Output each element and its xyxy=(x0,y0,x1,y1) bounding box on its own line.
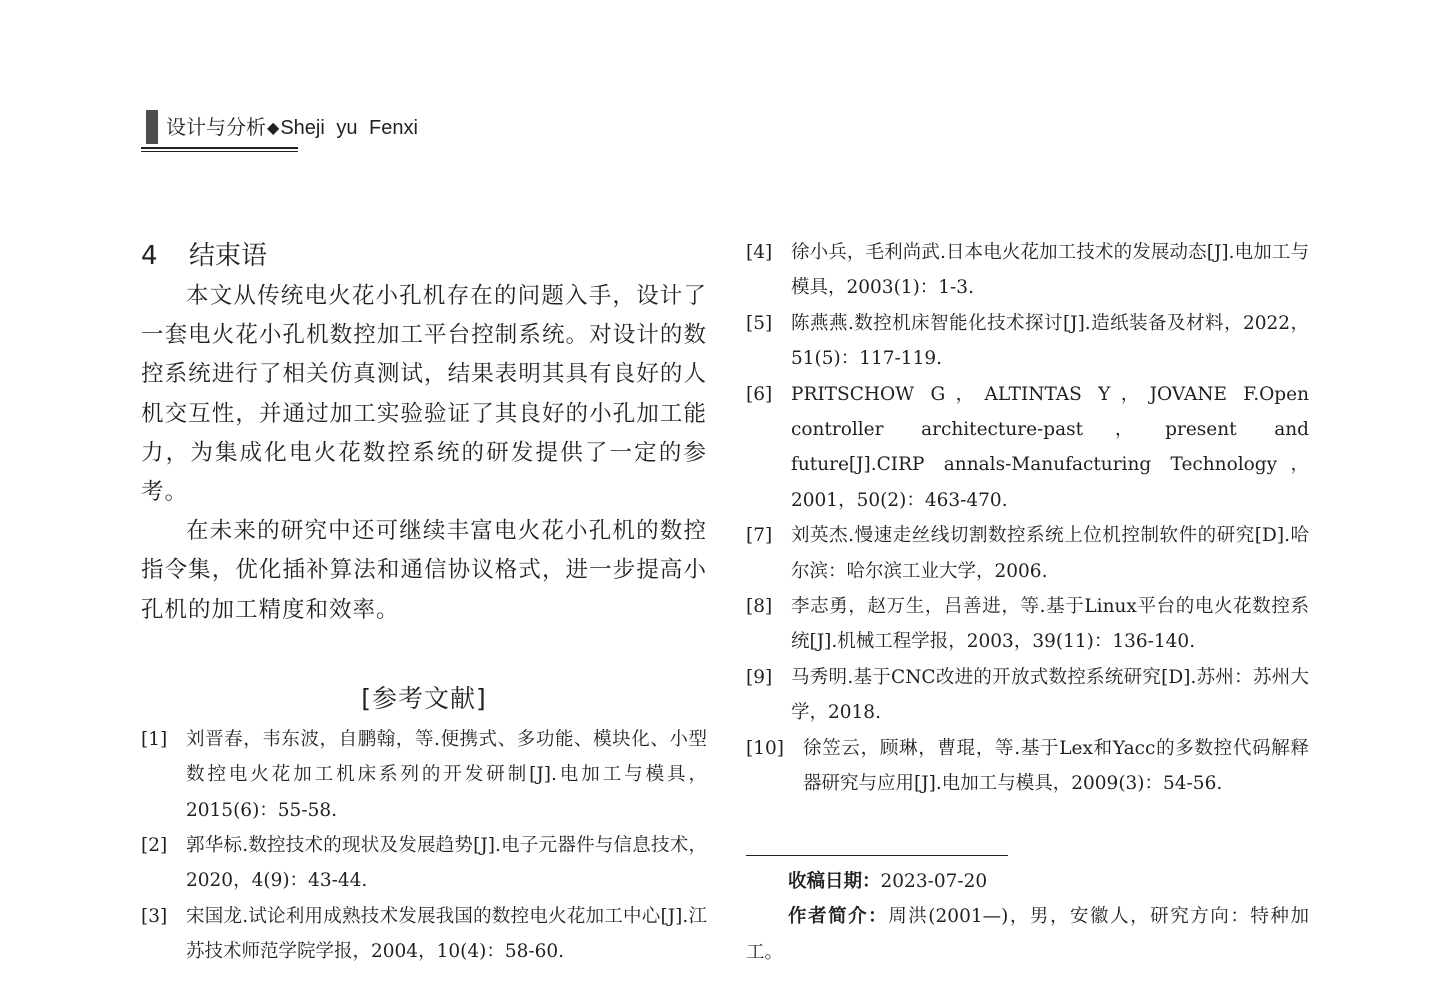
header-text xyxy=(166,114,418,142)
conclusion-heading xyxy=(141,237,707,277)
header-section-cn: 设计与分析 xyxy=(166,115,266,139)
reference-item xyxy=(746,589,1309,660)
reference-number: [1] xyxy=(141,728,168,750)
diamond-icon: ◆ xyxy=(267,118,280,137)
reference-item xyxy=(141,722,707,828)
reference-text: 李志勇，赵万生，吕善进，等.基于Linux平台的电火花数控系统[J].机械工程学报，2003，39(11)：136-140. xyxy=(791,596,1309,653)
reference-item xyxy=(141,828,707,899)
reference-list-left xyxy=(141,722,707,970)
reference-item xyxy=(746,235,1309,306)
reference-text: 刘晋春，韦东波，自鹏翰，等.便携式、多功能、模块化、小型数控电火花加工机床系列的开发研制[J].电加工与模具，2015(6)：55-58. xyxy=(186,728,707,821)
reference-text: 刘英杰.慢速走丝线切割数控系统上位机控制软件的研究[D].哈尔滨：哈尔滨工业大学，2006. xyxy=(791,525,1309,582)
reference-text: 宋国龙.试论利用成熟技术发展我国的数控电火花加工中心[J].江苏技术师范学院学报，2004，10(4)：58-60. xyxy=(186,905,707,963)
received-date: 2023-07-20 xyxy=(880,871,988,892)
author-bio-line xyxy=(746,899,1309,970)
reference-item xyxy=(141,899,707,970)
reference-item xyxy=(746,731,1309,802)
reference-text: 徐笠云，顾琳，曹琨，等.基于Lex和Yacc的多数控代码解释器研究与应用[J].电加工与模具，2009(3)：54-56. xyxy=(803,737,1309,795)
reference-number: [8] xyxy=(746,596,773,618)
reference-number: [7] xyxy=(746,525,773,547)
reference-item xyxy=(746,518,1309,589)
received-date-line xyxy=(746,864,1309,899)
author-bio: 周洪(2001—)，男，安徽人，研究方向：特种加工。 xyxy=(746,906,1309,963)
reference-number: [6] xyxy=(746,383,773,405)
reference-number: [4] xyxy=(746,242,773,263)
conclusion-paragraph: 在未来的研究中还可继续丰富电火花小孔机的数控指令集，优化插补算法和通信协议格式，进一步提高小孔机的加工精度和效率。 xyxy=(141,518,707,623)
reference-item xyxy=(746,377,1309,519)
reference-text: 马秀明.基于CNC改进的开放式数控系统研究[D].苏州：苏州大学，2018. xyxy=(791,666,1309,724)
conclusion-paragraph: 本文从传统电火花小孔机存在的问题入手，设计了一套电火花小孔机数控加工平台控制系统。对设计的数控系统进行了相关仿真测试，结果表明其具有良好的人机交互性，并通过加工实验验证了其良好的小孔加工能力，为集成化电火花数控系统的研发提供了一定的参考。 xyxy=(141,283,707,506)
right-column xyxy=(746,235,1309,802)
reference-number: [3] xyxy=(141,905,168,927)
reference-number: [2] xyxy=(141,835,168,857)
reference-text: PRITSCHOW G，ALTINTAS Y，JOVANE F.Open controller architecture-past，present and future[J].CIRP annals-Manufacturing Technology，2001，50(2)：463-470. xyxy=(791,383,1309,511)
reference-item xyxy=(746,306,1309,377)
reference-list-right xyxy=(746,235,1309,802)
reference-text: 陈燕燕.数控机床智能化技术探讨[J].造纸装备及材料，2022，51(5)：117-119. xyxy=(791,312,1309,370)
footnote-rule xyxy=(746,855,1008,856)
section-title: 结束语 xyxy=(189,241,268,271)
reference-number: [5] xyxy=(746,312,773,334)
footnote xyxy=(746,864,1309,970)
reference-text: 郭华标.数控技术的现状及发展趋势[J].电子元器件与信息技术，2020，4(9)：43-44. xyxy=(186,835,707,892)
section-number: 4 xyxy=(141,241,158,271)
header-rule-thin xyxy=(141,151,298,152)
reference-number: [10] xyxy=(746,737,784,759)
header-section-en: Sheji yu Fenxi xyxy=(280,117,418,139)
header-bar-mark xyxy=(146,110,158,144)
received-label: 收稿日期： xyxy=(788,871,881,892)
reference-number: [9] xyxy=(746,666,773,688)
references-heading: [参考文献] xyxy=(361,683,487,713)
header-rule xyxy=(141,147,298,149)
left-column xyxy=(141,237,707,970)
reference-item xyxy=(746,660,1309,731)
reference-text: 徐小兵，毛利尚武.日本电火花加工技术的发展动态[J].电加工与模具，2003(1)：1-3. xyxy=(791,242,1309,299)
author-label: 作者简介： xyxy=(788,906,889,928)
